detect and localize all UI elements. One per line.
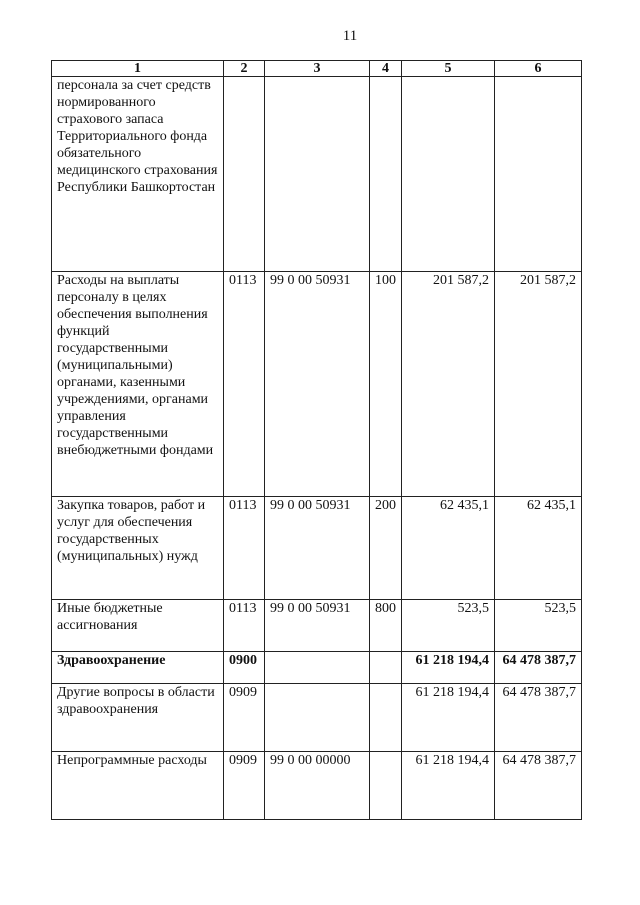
row-type: 800 [370, 600, 402, 652]
row-sum2: 62 435,1 [495, 497, 582, 600]
row-name: Здравоохранение [52, 652, 224, 684]
table-row [52, 752, 582, 820]
row-section: 0113 [224, 497, 265, 600]
row-sum1: 61 218 194,4 [402, 752, 495, 820]
page-number: 11 [342, 28, 358, 44]
row-sum2: 64 478 387,7 [495, 752, 582, 820]
budget-table [51, 60, 582, 820]
row-target: 99 0 00 50931 [265, 600, 370, 652]
table-row [52, 497, 582, 600]
row-target: 99 0 00 50931 [265, 497, 370, 600]
row-sum1: 61 218 194,4 [402, 684, 495, 752]
table-row [52, 77, 582, 272]
row-type [370, 684, 402, 752]
row-name: Закупка товаров, работ и услуг для обеспечения государственных (муниципальных) нужд [52, 497, 224, 600]
column-header: 3 [265, 61, 370, 77]
row-type [370, 77, 402, 272]
row-target [265, 77, 370, 272]
row-sum1: 201 587,2 [402, 272, 495, 497]
row-sum1: 62 435,1 [402, 497, 495, 600]
row-type: 100 [370, 272, 402, 497]
row-target [265, 684, 370, 752]
row-sum1: 61 218 194,4 [402, 652, 495, 684]
row-section: 0113 [224, 272, 265, 497]
row-target: 99 0 00 00000 [265, 752, 370, 820]
row-section: 0113 [224, 600, 265, 652]
column-header: 2 [224, 61, 265, 77]
row-target: 99 0 00 50931 [265, 272, 370, 497]
row-sum2 [495, 77, 582, 272]
row-sum2: 523,5 [495, 600, 582, 652]
table-row [52, 272, 582, 497]
table-header-row [52, 61, 582, 77]
column-header: 6 [495, 61, 582, 77]
row-name: Иные бюджетные ассигнования [52, 600, 224, 652]
row-name: персонала за счет средств нормированного страхового запаса Территориального фонда обязательного медицинского страхования Республики Башкортостан [52, 77, 224, 272]
row-name: Непрограммные расходы [52, 752, 224, 820]
row-name: Расходы на выплаты персоналу в целях обеспечения выполнения функций государственными (муниципальными) органами, казенными учреждениями, органами управления государственными внебюджетными фондами [52, 272, 224, 497]
row-sum2: 64 478 387,7 [495, 684, 582, 752]
row-type [370, 752, 402, 820]
row-section: 0900 [224, 652, 265, 684]
row-section: 0909 [224, 684, 265, 752]
row-sum1: 523,5 [402, 600, 495, 652]
row-name: Другие вопросы в области здравоохранения [52, 684, 224, 752]
column-header: 1 [52, 61, 224, 77]
row-sum1 [402, 77, 495, 272]
table-row [52, 684, 582, 752]
row-type: 200 [370, 497, 402, 600]
row-type [370, 652, 402, 684]
row-target [265, 652, 370, 684]
row-section: 0909 [224, 752, 265, 820]
table-row [52, 600, 582, 652]
row-sum2: 201 587,2 [495, 272, 582, 497]
table-row [52, 652, 582, 684]
row-sum2: 64 478 387,7 [495, 652, 582, 684]
column-header: 5 [402, 61, 495, 77]
column-header: 4 [370, 61, 402, 77]
row-section [224, 77, 265, 272]
